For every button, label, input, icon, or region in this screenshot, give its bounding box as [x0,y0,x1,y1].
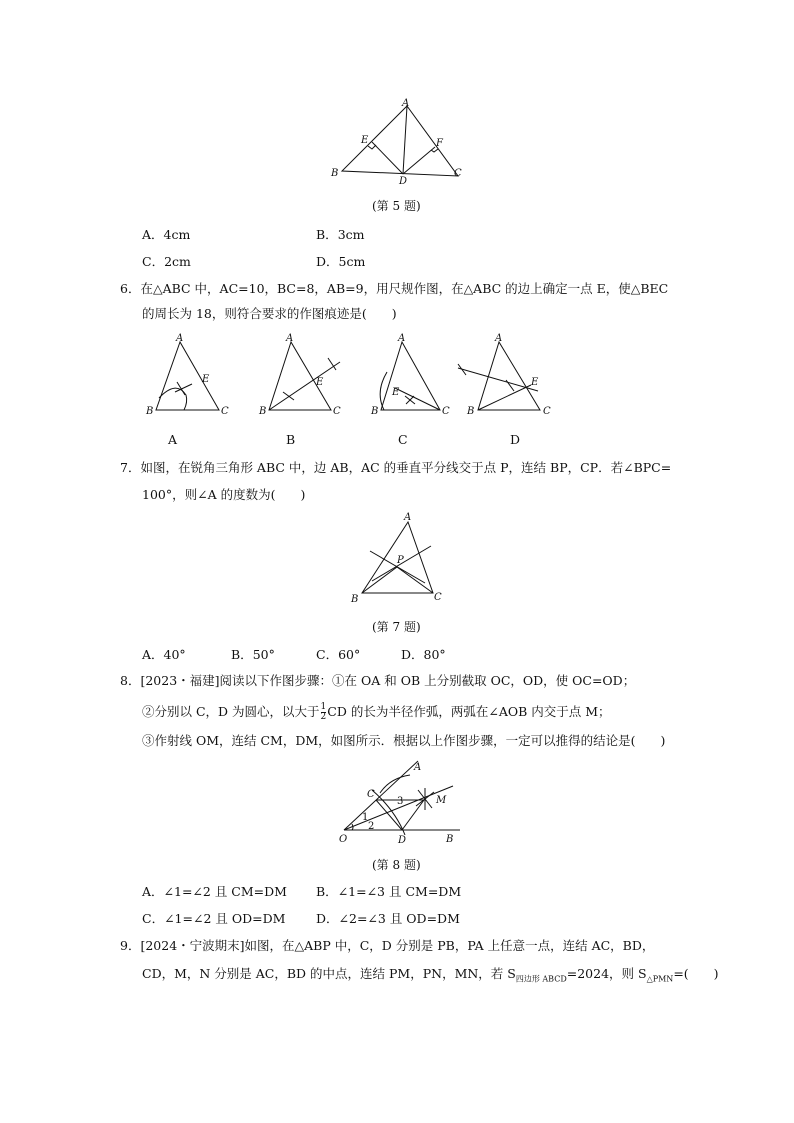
option-letter: C． [142,911,165,926]
q8-label-d: D [398,835,407,846]
option-letter: B． [316,227,338,242]
q7-label-b: B [351,594,359,605]
option-text: 4cm [163,227,191,242]
option-text: 3cm [337,227,365,242]
q6-c-label-e: E [392,387,400,398]
q8-option-c[interactable] [142,911,285,927]
q8-label-2: 2 [368,821,375,832]
q8-label-c: C [367,789,375,800]
q9-subscript-quad: 四边形 ABCD [515,974,567,984]
fraction-numerator: 1 [320,702,327,712]
q8-option-d[interactable] [316,911,460,927]
q8-line2-b: CD 的长为半径作弧，两弧在∠AOB 内交于点 M； [327,704,611,719]
q6-stem-line1: 6．在△ABC 中，AC=10，BC=8，AB=9，用尺规作图，在△ABC 的边上确定一点 E，使△BEC [120,281,669,296]
q5-label-b: B [331,168,339,179]
option-text: ∠1=∠3 且 CM=DM [337,884,462,899]
q8-label-b: B [446,834,454,845]
option-letter: D． [316,911,339,926]
option-letter: A． [142,884,164,899]
q6-a-label-b: B [146,406,154,417]
q6-c-label-c: C [442,406,450,417]
q6-b-label-b: B [259,406,267,417]
option-text: 2cm [164,254,191,269]
q7-stem-line2: 100°，则∠A 的度数为( ) [142,487,306,502]
fraction-denominator: 2 [320,712,327,722]
option-letter: A． [142,647,164,662]
q8-option-a[interactable] [142,884,287,900]
option-text: 50° [252,647,275,662]
q8-label-o: O [339,834,348,845]
q8-line2-a: ②分别以 C，D 为圆心，以大于 [142,704,320,719]
q8-label-a: A [414,762,422,773]
q8-stem-line1: 8．[2023・福建]阅读以下作图步骤：①在 OA 和 OB 上分别截取 OC，OD，使 OC=OD； [120,673,636,688]
q7-stem-line1: 7．如图，在锐角三角形 ABC 中，边 AB，AC 的垂直平分线交于点 P，连结 BP，CP．若∠BPC= [120,460,672,475]
q9-subscript-tri: △PMN [646,974,674,984]
q5-label-f: F [436,138,443,149]
q8-label-1: 1 [362,812,369,823]
q5-caption: (第 5 题) [372,199,421,213]
q9-line2-a: CD，M，N 分别是 AC，BD 的中点，连结 PM，PN，MN，若 S [142,966,516,981]
option-text: ∠2=∠3 且 OD=DM [338,911,460,926]
q5-label-e: E [361,135,369,146]
q7-label-c: C [434,592,442,603]
q6-stem-line2: 的周长为 18，则符合要求的作图痕迹是( ) [142,306,397,321]
q8-stem-line3: ③作射线 OM，连结 CM，DM，如图所示．根据以上作图步骤，一定可以推得的结论是( ) [142,733,666,748]
q6-d-label-e: E [531,377,539,388]
option-text: 5cm [338,254,366,269]
option-text: ∠1=∠2 且 OD=DM [164,911,286,926]
option-letter: D． [316,254,339,269]
option-letter: D． [401,647,424,662]
q6-b-label-e: E [316,377,324,388]
q6-choice-a[interactable]: A [168,432,178,447]
q6-b-label-a: A [286,333,294,344]
q8-label-3: 3 [397,796,404,807]
q5-label-d: D [399,176,408,187]
option-text: 40° [163,647,186,662]
option-letter: B． [316,884,338,899]
q8-label-m: M [436,795,447,806]
q7-label-p: P [397,555,404,566]
q6-d-label-c: C [543,406,551,417]
q8-option-b[interactable] [316,884,461,900]
option-letter: C． [142,254,165,269]
q6-a-label-a: A [176,333,184,344]
q9-line2-b: =2024，则 S [566,966,647,981]
q6-d-label-a: A [495,333,503,344]
q7-label-a: A [404,512,412,523]
q6-d-label-b: B [467,406,475,417]
q6-choice-c[interactable]: C [398,432,408,447]
q5-label-c: C [454,168,462,179]
option-text: 80° [423,647,446,662]
q6-a-label-c: C [221,406,229,417]
q9-stem-line2 [142,966,719,988]
option-letter: C． [316,647,339,662]
option-letter: A． [142,227,164,242]
q9-line2-c: =( ) [673,966,719,981]
q6-choice-b[interactable]: B [286,432,296,447]
q8-caption: (第 8 题) [372,858,421,872]
q6-choice-d[interactable]: D [510,432,521,447]
q6-a-label-e: E [202,374,210,385]
q9-stem-line1: 9．[2024・宁波期末]如图，在△ABP 中，C，D 分别是 PB，PA 上任意一点，连结 AC，BD， [120,938,655,953]
q6-b-label-c: C [333,406,341,417]
q5-label-a: A [402,98,410,109]
q6-c-label-a: A [398,333,406,344]
q7-caption: (第 7 题) [372,620,421,634]
option-text: 60° [338,647,361,662]
q6-c-label-b: B [371,406,379,417]
option-text: ∠1=∠2 且 CM=DM [163,884,287,899]
option-letter: B． [231,647,253,662]
